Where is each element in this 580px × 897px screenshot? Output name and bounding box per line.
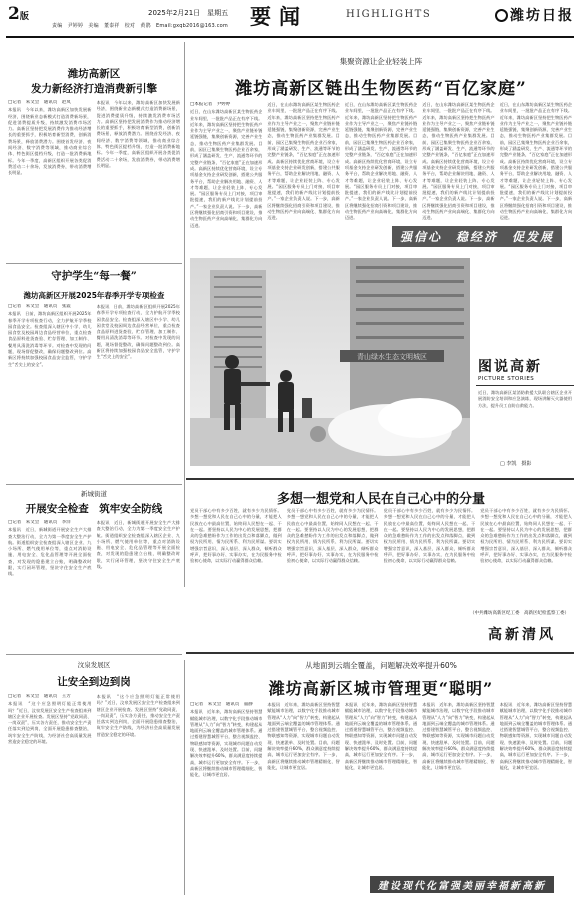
article-text-cont: 本报讯 日前，潍坊高新区组织开展2025年春季开学专项检查行动，全力护航开学季校园食品安全。检查组深入辖区中小学、幼儿园食堂及校园周边食品经营单位，重点检查食品原料进货查验、贮存管理、加工制作、餐用具清洗消毒等环节。对检查中发现的问题，现场督促整改，确保问题整改到位。高新区将持续加强校园食品安全监管，守护学生“舌尖上的安全”。 [96,304,180,360]
section-rule [186,652,574,654]
byline: □记者 朱文会 通讯员 董静 [190,702,253,707]
headline: 潍坊高新区城市管理更“聪明” [268,679,494,698]
byline: □记者 朱文会 通讯员 王芳 [8,694,71,699]
article-text-cont: 近日，在山东潍坊高新区某生物医药企业车间里，一批批产品正在有序下线。近年来，潍坊高新区坚持把生物医药产业作为主导产业之一，聚焦产业链补链延链强链，集聚创新资源，完善产业生态，推动生物医药产业集群发展。目前，园区已集聚生物医药企业百余家，形成了涵盖研发、生产、流通等环节的完整产业链条，“百亿家庭”正在加速形成。高新区持续优化营商环境，设立专项基金支持企业研发创新，搭建公共服务平台，帮助企业解决用地、融资、人才等难题，让企业轻装上阵、专心发展。“园区服务专员上门对接，项目审批提速，我们的新产线比计划提前投产。”一家企业负责人说。下一步，高新区将继续强化招商引资和项目建设，推动生物医药产业向高端化、集群化方向迈进。 [422,102,495,221]
kicker: 从地面到云端全覆盖，问题解决效率提升60% [305,661,457,670]
byline: □记者 朱文会 通讯员 张震 [8,304,71,309]
headline: 潍坊高新区链出生物医药“百亿家庭” [235,79,527,99]
article-body [8,304,180,480]
article-text-cont: 近日，在山东潍坊高新区某生物医药企业车间里，一批批产品正在有序下线。近年来，潍坊高新区坚持把生物医药产业作为主导产业之一，聚焦产业链补链延链强链，集聚创新资源，完善产业生态，推动生物医药产业集群发展。目前，园区已集聚生物医药企业百余家，形成了涵盖研发、生产、流通等环节的完整产业链条，“百亿家庭”正在加速形成。高新区持续优化营商环境，设立专项基金支持企业研发创新，搭建公共服务平台，帮助企业解决用地、融资、人才等难题，让企业轻装上阵、专心发展。“园区服务专员上门对接，项目审批提速，我们的新产线比计划提前投产。”一家企业负责人说。下一步，高新区将继续强化招商引资和项目建设，推动生物医药产业向高端化、集群化方向迈进。 [267,102,340,221]
article-text [8,694,92,892]
article-body [8,694,180,892]
photo-credit: □ 李凯 摄影 [500,461,532,467]
highlights-label: HIGHLIGHTS [346,9,432,20]
article-text: 党员干部心中有多少百姓，就有多少为民情怀。多想一想党和人民在自己心中的分量，才能把人民放在心中最高位置，始终同人民想在一起、干在一起。要坚持以人民为中心的发展思想，把群众的急难愁盼作为工作的出发点和落脚点，做到权为民所用、情为民所系、利为民所谋。要切实增强宗旨意识，深入基层、深入群众，倾听群众呼声，把好事办好、实事办实，在为民服务中检验初心使命，以实际行动赢得群众信赖。 [190,508,282,564]
opinion-source: （中共潍坊高新区纪工委 高新区纪检监察工委） [470,611,569,616]
article-text-cont: 本报讯 “这个应急照明灯能正常使用吗？”近日，汶泉发展区安全生产检查组来到辖区企业开展检查。发展区坚持“党政同责、一岗双责”，压实各方责任，推动安全生产责任落实到边到岗，全面开展隐患排查整治，筑牢安全生产防线，为经济社会高质量发展营造安全稳定的环境。 [96,694,180,737]
article-text-cont: 本报讯 今年以来，潍坊高新区加快发展新经济，围绕新业态新模式打造消费新场景，促进消费提质升级，持续激发消费市场活力。高新区坚持把发展消费作为推动经济增长的重要抓手，积极培育新型消费，创新消费场景，释放消费潜力。围绕首发经济、夜间经济、数字消费等领域，推动商业综合体、特色街区提档升级，打造一批消费新地标。今年一季度，高新区组织开展各类促消费活动二十余场，发放消费券，带动消费增长明显。 [96,100,180,168]
publication-date: 2025年2月21日 星期五 [148,9,229,17]
article-text [190,102,262,242]
page-number [8,4,29,24]
page-number-value: 2 [8,4,20,24]
photo-caption: 近日，潍坊高新区某消防救援大队联合辖区企业开展消防安全培训和应急演练，现场讲解灭火器使用方法，提升员工自防自救能力。 [478,390,572,408]
section-rule [6,263,182,264]
label-rule [476,385,574,386]
byline: □记者 朱文会 通讯员 赵岚 [8,100,71,105]
article-text [190,702,262,870]
article-text-cont: 本报讯 近年来，潍坊高新区坚持智慧赋能城市治理，以数字化手段推动城市管理从“人力”向“智力”转变，构建起从地面到云端全覆盖的城市管理体系。通过搭建智慧城管平台，整合视频监控、物联感知等资源，实现城市问题自动发现、快速派单、及时处置。目前，问题解决效率提升60%，群众满意度持续提高，城市运行更加安全有序。下一步，高新区将继续推动城市管理精细化、智能化，让城市更宜居。 [344,702,418,770]
article-text-content: 本报讯 “这个应急照明灯能正常使用吗？”近日，汶泉发展区安全生产检查组来到辖区企业开展检查。发展区坚持“党政同责、一岗双责”，压实各方责任，推动安全生产责任落实到边到岗，全面开展隐患排查整治，筑牢安全生产防线，为经济社会高质量发展营造安全稳定的环境。 [8,701,92,745]
logo-icon [495,9,508,22]
headline: 多想一想党和人民在自己心中的分量 [276,492,485,507]
article-body [190,508,572,604]
article-text-cont: 本报讯 近年来，潍坊高新区坚持智慧赋能城市治理，以数字化手段推动城市管理从“人力”向“智力”转变，构建起从地面到云端全覆盖的城市管理体系。通过搭建智慧城管平台，整合视频监控、物联感知等资源，实现城市问题自动发现、快速派单、及时处置。目前，问题解决效率提升60%，群众满意度持续提高，城市运行更加安全有序。下一步，高新区将继续推动城市管理精细化、智能化，让城市更宜居。 [422,702,495,770]
article-text-cont: 党员干部心中有多少百姓，就有多少为民情怀。多想一想党和人民在自己心中的分量，才能把人民放在心中最高位置，始终同人民想在一起、干在一起。要坚持以人民为中心的发展思想，把群众的急难愁盼作为工作的出发点和落脚点，做到权为民所用、情为民所系、利为民所谋。要切实增强宗旨意识，深入基层、深入群众，倾听群众呼声，把好事办好、实事办实，在为民服务中检验初心使命，以实际行动赢得群众信赖。 [383,508,476,564]
article-body [8,100,180,258]
masthead [0,0,580,40]
kicker: 汶泉发展区 [77,661,111,669]
article-text [8,100,92,258]
article-body [190,702,572,870]
column-divider [184,42,185,587]
article-text [8,520,92,650]
section-rule [6,654,182,655]
section-title: 要闻 [250,4,308,29]
headline-line2: 发力新经济打造消费新引擎 [31,83,157,95]
article-text-cont: 本报讯 近年来，潍坊高新区坚持智慧赋能城市治理，以数字化手段推动城市管理从“人力”向“智力”转变，构建起从地面到云端全覆盖的城市管理体系。通过搭建智慧城管平台，整合视频监控、物联感知等资源，实现城市问题自动发现、快速派单、及时处置。目前，问题解决效率提升60%，群众满意度持续提高，城市运行更加安全有序。下一步，高新区将继续推动城市管理精细化、智能化，让城市更宜居。 [499,702,573,770]
kicker: 新城街道 [81,490,107,498]
headline: 开展安全检查 筑牢安全防线 [25,503,163,515]
newspaper-logo [495,5,574,25]
article-body [8,520,180,650]
article-text-cont: 党员干部心中有多少百姓，就有多少为民情怀。多想一想党和人民在自己心中的分量，才能把人民放在心中最高位置，始终同人民想在一起、干在一起。要坚持以人民为中心的发展思想，把群众的急难愁盼作为工作的出发点和落脚点，做到权为民所用、情为民所系、利为民所谋。要切实增强宗旨意识，深入基层、深入群众，倾听群众呼声，把好事办好、实事办实，在为民服务中检验初心使命，以实际行动赢得群众信赖。 [286,508,379,564]
headline-line1: 潍坊高新区 [67,68,121,80]
column-divider [184,660,185,895]
article-text-content: 本报讯 近日，新城街道开展安全生产大排查大整治行动，全力为第一季度安全生产护航。街道组织安全检查组深入辖区企业、九小场所、燃气使用单位等，重点对消防设施、用电安全、危化品管理等开展全面检查，对发现的隐患建立台账，明确整改时限，实行闭环管理，坚决守住安全生产底线。 [8,527,92,577]
article-text-content: 本报讯 日前，潍坊高新区组织开展2025年春季开学专项检查行动，全力护航开学季校园食品安全。检查组深入辖区中小学、幼儿园食堂及校园周边食品经营单位，重点检查食品原料进货查验、贮存管理、加工制作、餐用具清洗消毒等环节。对检查中发现的问题，现场督促整改，确保问题整改到位。高新区将持续加强校园食品安全监管，守护学生“舌尖上的安全”。 [8,311,92,367]
picture-stories-label: 图说高新 [478,359,542,375]
article-text-content: 本报讯 今年以来，潍坊高新区加快发展新经济，围绕新业态新模式打造消费新场景，促进消费提质升级，持续激发消费市场活力。高新区坚持把发展消费作为推动经济增长的重要抓手，积极培育新型消费，创新消费场景，释放消费潜力。围绕首发经济、夜间经济、数字消费等领域，推动商业综合体、特色街区提档升级，打造一批消费新地标。今年一季度，高新区组织开展各类促消费活动二十余场，发放消费券，带动消费增长明显。 [8,107,92,176]
article-text-cont: 近日，在山东潍坊高新区某生物医药企业车间里，一批批产品正在有序下线。近年来，潍坊高新区坚持把生物医药产业作为主导产业之一，聚焦产业链补链延链强链，集聚创新资源，完善产业生态，推动生物医药产业集群发展。目前，园区已集聚生物医药企业百余家，形成了涵盖研发、生产、流通等环节的完整产业链条，“百亿家庭”正在加速形成。高新区持续优化营商环境，设立专项基金支持企业研发创新，搭建公共服务平台，帮助企业解决用地、融资、人才等难题，让企业轻装上阵、专心发展。“园区服务专员上门对接，项目审批提速，我们的新产线比计划提前投产。”一家企业负责人说。下一步，高新区将继续强化招商引资和项目建设，推动生物医药产业向高端化、集群化方向迈进。 [344,102,418,221]
headline-line1: 守护学生“每一餐” [51,270,137,282]
byline: □记者 朱文会 通讯员 李洋 [8,520,71,525]
editor-credits: 责编 尹婷婷 美编 董泰祥 校对 黄鹃 Email:gxqb2016@163.com [52,23,228,29]
campaign-banner: 强信心 稳经济 促发展 [392,226,562,247]
page-suffix: 版 [19,12,29,22]
headline: 让安全到边到岗 [57,676,131,688]
photo-building-sign: 青山绿水生态文明城区 [357,353,427,361]
logo-text: 潍坊日报 [510,8,574,24]
article-text-content: 近日，在山东潍坊高新区某生物医药企业车间里，一批批产品正在有序下线。近年来，潍坊高新区坚持把生物医药产业作为主导产业之一，聚焦产业链补链延链强链，集聚创新资源，完善产业生态，推动生物医药产业集群发展。目前，园区已集聚生物医药企业百余家，形成了涵盖研发、生产、流通等环节的完整产业链条，“百亿家庭”正在加速形成。高新区持续优化营商环境，设立专项基金支持企业研发创新，搭建公共服务平台，帮助企业解决用地、融资、人才等难题，让企业轻装上阵、专心发展。“园区服务专员上门对接，项目审批提速，我们的新产线比计划提前投产。”一家企业负责人说。下一步，高新区将继续强化招商引资和项目建设，推动生物医药产业向高端化、集群化方向迈进。 [190,109,263,228]
headline-line2: 潍坊高新区开展2025年春季开学专项检查 [23,291,165,300]
kicker: 集聚资源让企业轻装上阵 [339,57,423,66]
section-rule [6,484,182,485]
article-text-cont: 党员干部心中有多少百姓，就有多少为民情怀。多想一想党和人民在自己心中的分量，才能把人民放在心中最高位置，始终同人民想在一起、干在一起。要坚持以人民为中心的发展思想，把群众的急难愁盼作为工作的出发点和落脚点，做到权为民所用、情为民所系、利为民所谋。要切实增强宗旨意识，深入基层、深入群众，倾听群众呼声，把好事办好、实事办实，在为民服务中检验初心使命，以实际行动赢得群众信赖。 [480,508,572,564]
article-text-content: 本报讯 近年来，潍坊高新区坚持智慧赋能城市治理，以数字化手段推动城市管理从“人力”向“智力”转变，构建起从地面到云端全覆盖的城市管理体系。通过搭建智慧城管平台，整合视频监控、物联感知等资源，实现城市问题自动发现、快速派单、及时处置。目前，问题解决效率提升60%，群众满意度持续提高，城市运行更加安全有序。下一步，高新区将继续推动城市管理精细化、智能化，让城市更宜居。 [190,709,263,778]
masthead-rule [6,36,574,38]
byline: □本报记者 尹婷婷 [190,102,231,107]
article-text-cont: 本报讯 近日，新城街道开展安全生产大排查大整治行动，全力为第一季度安全生产护航。街道组织安全检查组深入辖区企业、九小场所、燃气使用单位等，重点对消防设施、用电安全、危化品管理等开展全面检查，对发现的隐患建立台账，明确整改时限，实行闭环管理，坚决守住安全生产底线。 [96,520,180,570]
article-body [190,102,572,242]
picture-stories-label-en: PICTURE STORIES [478,376,535,382]
article-text-cont: 本报讯 近年来，潍坊高新区坚持智慧赋能城市治理，以数字化手段推动城市管理从“人力”向“智力”转变，构建起从地面到云端全覆盖的城市管理体系。通过搭建智慧城管平台，整合视频监控、物联感知等资源，实现城市问题自动发现、快速派单、及时处置。目前，问题解决效率提升60%，群众满意度持续提高，城市运行更加安全有序。下一步，高新区将继续推动城市管理精细化、智能化，让城市更宜居。 [267,702,340,770]
article-text [8,304,92,480]
column-name: 高新清风 [488,627,556,643]
campaign-banner: 建设现代化富强美丽幸福新高新 [370,876,554,893]
section-rule [186,478,574,480]
news-photo [190,258,470,466]
photo-fire-drill [190,258,470,466]
article-text-cont: 近日，在山东潍坊高新区某生物医药企业车间里，一批批产品正在有序下线。近年来，潍坊高新区坚持把生物医药产业作为主导产业之一，聚焦产业链补链延链强链，集聚创新资源，完善产业生态，推动生物医药产业集群发展。目前，园区已集聚生物医药企业百余家，形成了涵盖研发、生产、流通等环节的完整产业链条，“百亿家庭”正在加速形成。高新区持续优化营商环境，设立专项基金支持企业研发创新，搭建公共服务平台，帮助企业解决用地、融资、人才等难题，让企业轻装上阵、专心发展。“园区服务专员上门对接，项目审批提速，我们的新产线比计划提前投产。”一家企业负责人说。下一步，高新区将继续强化招商引资和项目建设，推动生物医药产业向高端化、集群化方向迈进。 [499,102,573,221]
